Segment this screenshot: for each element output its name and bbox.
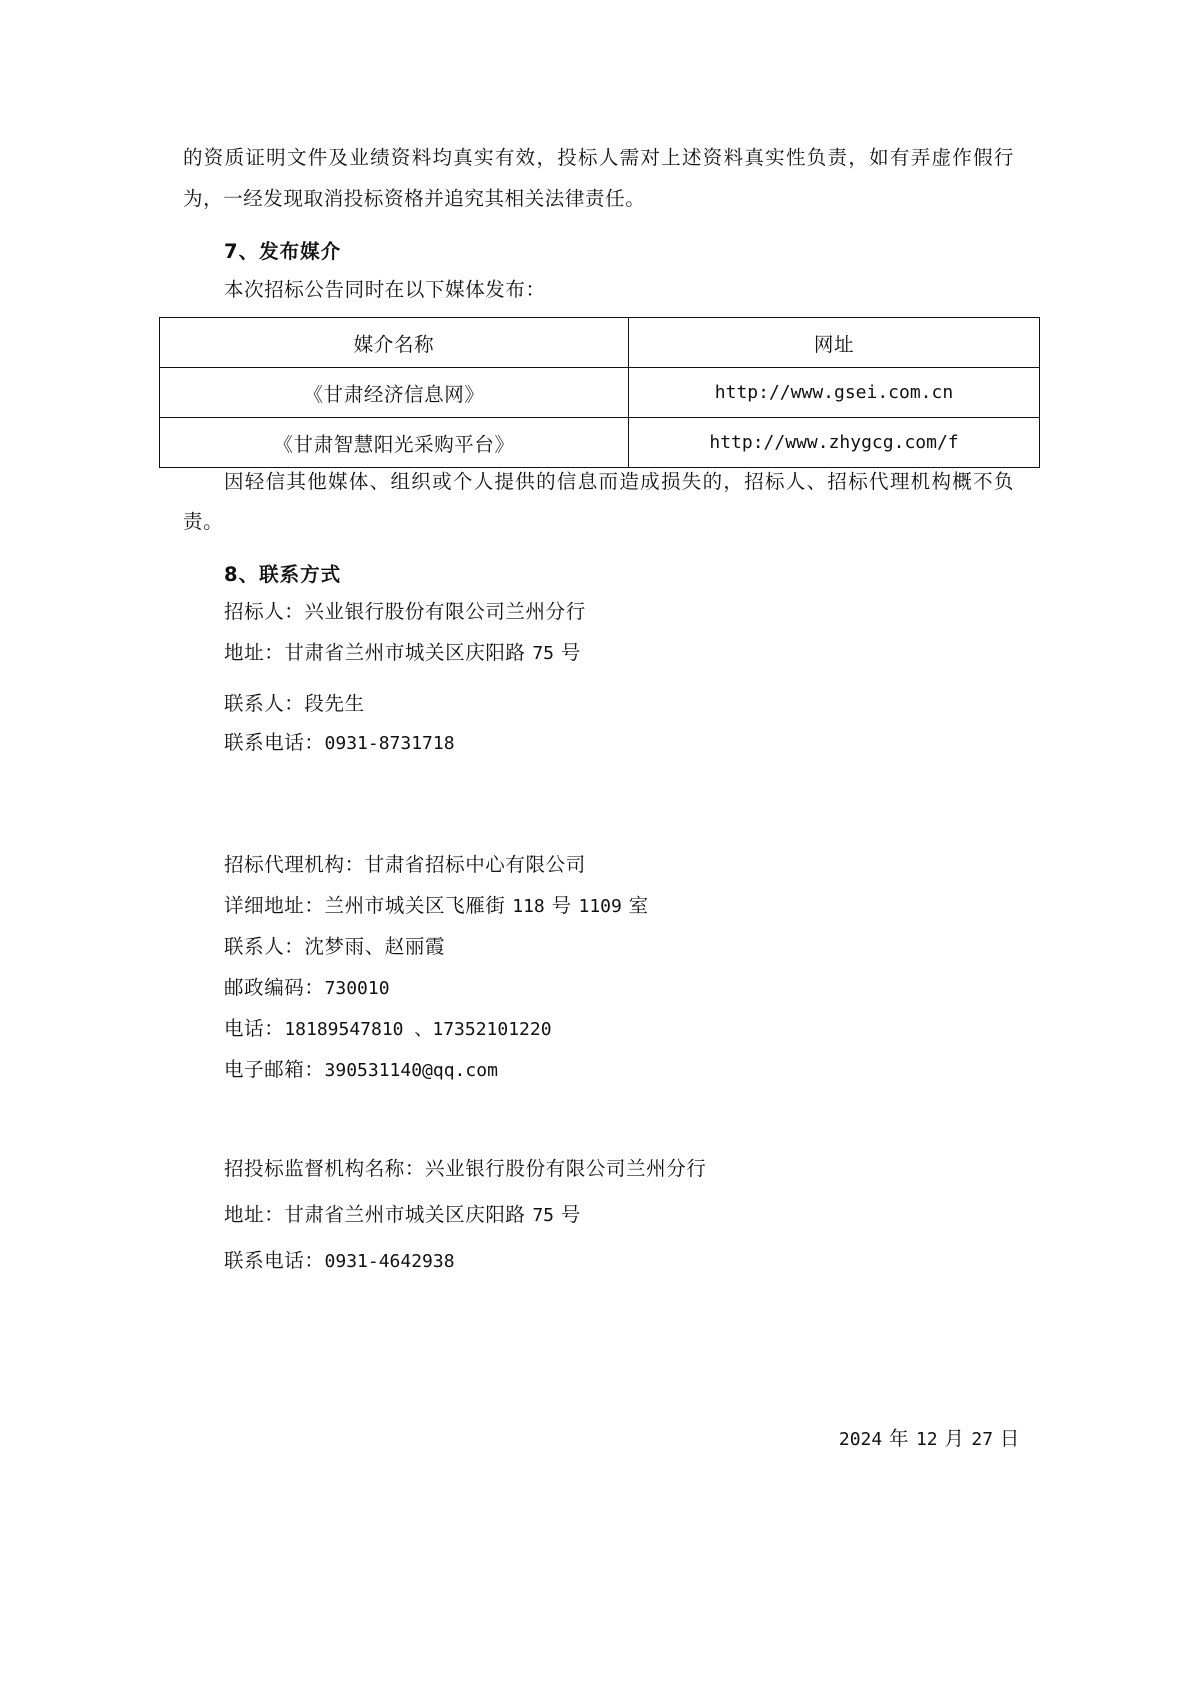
tenderer-phone-row bbox=[224, 731, 455, 756]
agency-contact-row bbox=[224, 935, 445, 959]
tenderer-address-unit: 号 bbox=[560, 641, 581, 664]
date-day: 27 bbox=[971, 1429, 994, 1450]
table-row bbox=[160, 418, 1040, 468]
section-7-heading: 7、发布媒介 bbox=[224, 240, 342, 263]
media-table-header-row bbox=[160, 318, 1040, 368]
agency-name: 甘肃省招标中心有限公司 bbox=[364, 853, 586, 876]
agency-postcode: 730010 bbox=[324, 978, 390, 999]
agency-address-unit: 号 bbox=[551, 894, 572, 917]
tenderer-name-row bbox=[224, 600, 586, 624]
supervisor-phone-label: 联系电话： bbox=[224, 1249, 325, 1272]
agency-postcode-row bbox=[224, 976, 390, 1001]
agency-phone: 18189547810 、17352101220 bbox=[284, 1019, 552, 1040]
intro-line-2: 为，一经发现取消投标资格并追究其相关法律责任。 bbox=[183, 187, 646, 210]
document-date bbox=[839, 1427, 1020, 1452]
agency-address-number: 118 bbox=[512, 896, 545, 917]
tenderer-address-label: 地址： bbox=[224, 641, 285, 664]
supervisor-address-unit: 号 bbox=[560, 1203, 581, 1226]
tenderer-phone-label: 联系电话： bbox=[224, 731, 325, 754]
media-name-cell: 《甘肃智慧阳光采购平台》 bbox=[160, 418, 629, 468]
tenderer-address: 甘肃省兰州市城关区庆阳路 bbox=[284, 641, 526, 664]
supervisor-phone: 0931-4642938 bbox=[324, 1251, 455, 1272]
disclaimer-line-2: 责。 bbox=[183, 510, 224, 533]
agency-phone-label: 电话： bbox=[224, 1017, 285, 1040]
agency-email-label: 电子邮箱： bbox=[224, 1058, 325, 1081]
tenderer-address-row bbox=[224, 641, 581, 666]
section-7-lead: 本次招标公告同时在以下媒体发布： bbox=[224, 278, 546, 301]
tenderer-contact-label: 联系人： bbox=[224, 692, 305, 715]
agency-postcode-label: 邮政编码： bbox=[224, 976, 325, 999]
table-row bbox=[160, 368, 1040, 418]
tenderer-phone: 0931-8731718 bbox=[324, 733, 455, 754]
agency-name-row bbox=[224, 853, 586, 877]
agency-phone-row bbox=[224, 1017, 552, 1042]
agency-name-label: 招标代理机构： bbox=[224, 853, 365, 876]
tenderer-contact-row bbox=[224, 692, 365, 716]
agency-room-number: 1109 bbox=[578, 896, 622, 917]
tenderer-name-label: 招标人： bbox=[224, 600, 305, 623]
agency-email[interactable]: 390531140@qq.com bbox=[324, 1060, 498, 1081]
agency-address-row bbox=[224, 894, 649, 919]
agency-address: 兰州市城关区飞雁街 bbox=[324, 894, 506, 917]
tenderer-name: 兴业银行股份有限公司兰州分行 bbox=[304, 600, 586, 623]
date-month-unit: 月 bbox=[944, 1427, 965, 1450]
supervisor-name: 兴业银行股份有限公司兰州分行 bbox=[425, 1157, 707, 1180]
date-year: 2024 bbox=[838, 1429, 883, 1450]
date-year-unit: 年 bbox=[889, 1427, 910, 1450]
agency-address-label: 详细地址： bbox=[224, 894, 325, 917]
supervisor-name-label: 招投标监督机构名称： bbox=[224, 1157, 426, 1180]
media-url-header: 网址 bbox=[629, 318, 1040, 368]
supervisor-name-row bbox=[224, 1157, 706, 1181]
supervisor-address-number: 75 bbox=[532, 1205, 555, 1226]
agency-email-row bbox=[224, 1058, 498, 1083]
supervisor-phone-row bbox=[224, 1249, 455, 1274]
media-table bbox=[159, 317, 1040, 468]
supervisor-address: 甘肃省兰州市城关区庆阳路 bbox=[284, 1203, 526, 1226]
intro-line-1: 的资质证明文件及业绩资料均真实有效，投标人需对上述资料真实性负责，如有弄虚作假行 bbox=[183, 146, 1014, 169]
media-url-cell[interactable]: http://www.gsei.com.cn bbox=[629, 368, 1040, 418]
media-url-cell[interactable]: http://www.zhygcg.com/f bbox=[629, 418, 1040, 468]
supervisor-address-row bbox=[224, 1203, 581, 1228]
disclaimer-line-1: 因轻信其他媒体、组织或个人提供的信息而造成损失的，招标人、招标代理机构概不负 bbox=[224, 470, 1014, 493]
tenderer-contact: 段先生 bbox=[304, 692, 365, 715]
agency-contact-label: 联系人： bbox=[224, 935, 305, 958]
media-name-header: 媒介名称 bbox=[160, 318, 629, 368]
tenderer-address-number: 75 bbox=[532, 643, 555, 664]
media-name-cell: 《甘肃经济信息网》 bbox=[160, 368, 629, 418]
section-8-heading: 8、联系方式 bbox=[224, 563, 342, 586]
date-month: 12 bbox=[915, 1429, 938, 1450]
date-day-unit: 日 bbox=[999, 1427, 1020, 1450]
agency-contact: 沈梦雨、赵丽霞 bbox=[304, 935, 446, 958]
supervisor-address-label: 地址： bbox=[224, 1203, 285, 1226]
agency-room-unit: 室 bbox=[628, 894, 649, 917]
